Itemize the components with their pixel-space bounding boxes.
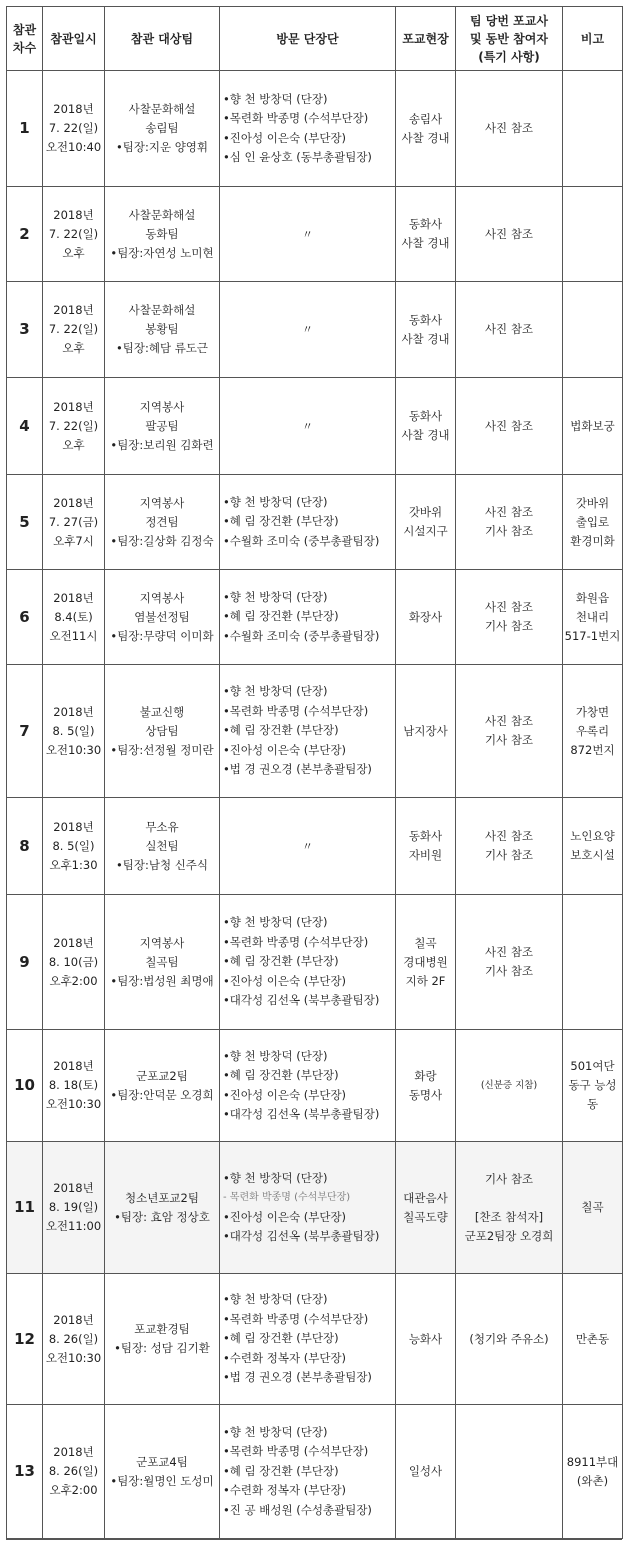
site-line: 사찰 경내 — [401, 236, 450, 250]
round-number: 8 — [7, 798, 43, 895]
delegation-member: 〃 — [302, 227, 313, 241]
note — [563, 1142, 623, 1274]
participants-remarks — [456, 895, 563, 1030]
team-line: •팀장:월명인 도성미 — [110, 1473, 214, 1488]
note-line: 517-1번지 — [564, 628, 621, 643]
note — [563, 187, 623, 282]
header-row — [7, 7, 623, 71]
date-line: 7. 22(일) — [48, 226, 99, 241]
date-line: 오전11시 — [49, 628, 98, 643]
site-line: 동화사 — [408, 217, 443, 231]
header-round: 참관 차수 — [7, 7, 43, 71]
delegation-member: •혜 림 장건환 (부단장) — [223, 954, 339, 969]
team-line: 사찰문화해설 — [128, 102, 196, 116]
note-line: 보호시설 — [570, 848, 615, 862]
delegation-member: •혜 림 장건환 (부단장) — [223, 609, 339, 624]
date-line: 오후2:00 — [49, 1483, 98, 1497]
visit-date — [43, 187, 105, 282]
team-line: •팀장:안덕문 오경희 — [110, 1087, 214, 1102]
site-line: 동명사 — [408, 1087, 443, 1102]
delegation-member: •목련화 박종명 (수석부단장) — [223, 111, 369, 125]
mission-site — [396, 570, 456, 665]
mission-site — [396, 1142, 456, 1274]
visit-date — [43, 1274, 105, 1405]
date-line: 2018년 — [53, 303, 94, 317]
date-line: 8. 26(일) — [48, 1331, 99, 1346]
visiting-delegation — [220, 895, 396, 1030]
mission-site — [396, 187, 456, 282]
header-team: 참관 대상팀 — [105, 7, 220, 71]
site-line: 갓바위 — [408, 505, 443, 519]
visit-date — [43, 71, 105, 187]
team-line: •팀장:보리원 김화련 — [110, 437, 214, 452]
delegation-member: •향 천 방창덕 (단장) — [223, 91, 328, 106]
visit-date — [43, 798, 105, 895]
table-row — [7, 1274, 623, 1405]
delegation-member: •진아성 이은숙 (부단장) — [223, 1209, 347, 1224]
header-site: 포교현장 — [396, 7, 456, 71]
site-line: 대관음사 — [403, 1190, 448, 1205]
delegation-member: •혜 림 장건환 (부단장) — [223, 1068, 339, 1082]
participants-remarks — [456, 475, 563, 570]
team-line: 지역봉사 — [139, 590, 185, 605]
site-line: 능화사 — [408, 1331, 443, 1346]
team-line: 포교환경팀 — [134, 1322, 190, 1336]
delegation-member: •향 천 방창덕 (단장) — [223, 1048, 328, 1063]
target-team — [105, 475, 220, 570]
delegation-member: •목련화 박종명 (수석부단장) — [223, 703, 369, 718]
round-number: 7 — [7, 665, 43, 798]
team-line: 동화팀 — [145, 226, 179, 241]
participant-line: 사진 참조 — [484, 600, 534, 614]
note — [563, 378, 623, 475]
visit-date — [43, 378, 105, 475]
team-line: •팀장:길상화 김정숙 — [110, 533, 214, 548]
visiting-delegation — [220, 378, 396, 475]
table-row — [7, 570, 623, 665]
site-line: 지하 2F — [405, 973, 446, 988]
delegation-member: •향 천 방창덕 (단장) — [223, 589, 328, 604]
target-team — [105, 378, 220, 475]
participants-remarks — [456, 378, 563, 475]
date-line: 2018년 — [53, 495, 94, 510]
visit-date — [43, 665, 105, 798]
header-date: 참관일시 — [43, 7, 105, 71]
delegation-member: •목련화 박종명 (수석부단장) — [223, 1311, 369, 1326]
participant-line — [456, 1189, 562, 1208]
participant-line: (청기와 주유소) — [469, 1331, 549, 1346]
date-line: 2018년 — [53, 1059, 94, 1073]
note-line: 법화보궁 — [570, 418, 615, 433]
date-line: 오후 — [62, 245, 85, 260]
participant-line: (신분증 지참) — [480, 1080, 538, 1091]
site-line: 칠곡 — [414, 935, 437, 950]
visiting-delegation — [220, 71, 396, 187]
visit-date — [43, 1142, 105, 1274]
delegation-member: •법 경 권오경 (본부총괄팀장) — [223, 1370, 372, 1385]
header-visit: 방문 단장단 — [220, 7, 396, 71]
participants-remarks — [456, 1274, 563, 1405]
note — [563, 1405, 623, 1539]
visiting-delegation — [220, 1142, 396, 1274]
note-line: 환경미화 — [570, 533, 615, 548]
participant-line: 사진 참조 — [484, 418, 534, 433]
date-line: 7. 22(일) — [48, 418, 99, 433]
target-team — [105, 282, 220, 378]
note-line: 갓바위 — [575, 495, 610, 510]
delegation-member: •향 천 방창덕 (단장) — [223, 494, 328, 509]
delegation-member: •혜 림 장건환 (부단장) — [223, 723, 339, 738]
team-line: 상담팀 — [145, 723, 179, 738]
target-team — [105, 1030, 220, 1142]
round-number: 11 — [7, 1142, 43, 1274]
visiting-delegation — [220, 570, 396, 665]
note — [563, 1274, 623, 1405]
participant-line: 기사 참조 — [484, 619, 534, 633]
date-line: 오후1:30 — [49, 857, 98, 872]
date-line: 8. 19(일) — [48, 1200, 99, 1214]
site-line: 일성사 — [408, 1464, 443, 1478]
participant-line: 사진 참조 — [484, 714, 534, 728]
note-line: 8911부대 — [566, 1454, 619, 1469]
team-line: •팀장:남청 신주식 — [115, 857, 209, 872]
delegation-member: 〃 — [302, 839, 313, 853]
note — [563, 570, 623, 665]
site-line: 남지장사 — [403, 723, 448, 738]
team-line: 지역봉사 — [139, 935, 185, 950]
site-line: 송림사 — [408, 111, 443, 126]
date-line: 2018년 — [53, 399, 94, 414]
note-line: 천내리 — [575, 609, 610, 624]
team-line: •팀장:자연성 노미현 — [110, 245, 214, 260]
delegation-member: •향 천 방창덕 (단장) — [223, 1170, 328, 1185]
table-row — [7, 71, 623, 187]
date-line: 7. 27(금) — [48, 514, 99, 529]
participant-line: 사진 참조 — [484, 121, 534, 135]
date-line: 2018년 — [53, 1181, 94, 1195]
delegation-member: •혜 림 장건환 (부단장) — [223, 1463, 339, 1478]
round-number: 10 — [7, 1030, 43, 1142]
target-team — [105, 187, 220, 282]
participants-remarks — [456, 282, 563, 378]
participant-line: [찬조 참석자] — [474, 1209, 544, 1224]
round-number: 5 — [7, 475, 43, 570]
table-row — [7, 665, 623, 798]
delegation-member: •법 경 권오경 (본부총괄팀장) — [223, 762, 372, 777]
table-row — [7, 1142, 623, 1274]
round-number: 2 — [7, 187, 43, 282]
team-line: 사찰문화해설 — [128, 207, 196, 222]
target-team — [105, 665, 220, 798]
date-line: 8.4(토) — [54, 609, 93, 624]
visiting-delegation — [220, 798, 396, 895]
team-line: 송림팀 — [145, 121, 179, 135]
visit-date — [43, 1030, 105, 1142]
participants-remarks — [456, 187, 563, 282]
date-line: 2018년 — [53, 207, 94, 222]
date-line: 오전10:30 — [45, 742, 102, 757]
participant-line: 기사 참조 — [484, 964, 534, 978]
round-number: 4 — [7, 378, 43, 475]
participants-remarks — [456, 1405, 563, 1539]
date-line: 8. 5(일) — [52, 838, 95, 853]
team-line: 정견팀 — [145, 514, 179, 529]
delegation-member: •향 천 방창덕 (단장) — [223, 1424, 328, 1439]
delegation-member: •진아성 이은숙 (부단장) — [223, 1087, 347, 1102]
delegation-member: •대각성 김선옥 (북부총괄팀장) — [223, 1107, 380, 1121]
date-line: 오후 — [62, 341, 85, 355]
team-line: •팀장:혜담 류도근 — [115, 341, 209, 355]
mission-site — [396, 798, 456, 895]
site-line: 동화사 — [408, 312, 443, 327]
delegation-member: 〃 — [302, 419, 313, 433]
visiting-delegation — [220, 1274, 396, 1405]
target-team — [105, 1142, 220, 1274]
mission-site — [396, 1274, 456, 1405]
delegation-member: •진 공 배성원 (수성총괄팀장) — [223, 1502, 372, 1517]
site-line: 사찰 경내 — [401, 428, 450, 442]
delegation-member: •향 천 방창덕 (단장) — [223, 915, 328, 930]
date-line: 오전11:00 — [45, 1219, 102, 1233]
team-line: 불교신행 — [139, 704, 185, 719]
participants-remarks — [456, 71, 563, 187]
date-line: 오후 — [62, 437, 85, 452]
participant-line: 사진 참조 — [484, 829, 534, 843]
visiting-delegation — [220, 1405, 396, 1539]
note — [563, 71, 623, 187]
delegation-member: 〃 — [302, 323, 313, 336]
note — [563, 798, 623, 895]
date-line: 오후2:00 — [49, 973, 98, 988]
date-line: 8. 10(금) — [48, 954, 99, 969]
team-line: •팀장:지운 양영휘 — [115, 140, 209, 154]
date-line: 8. 26(일) — [48, 1464, 99, 1478]
round-number: 1 — [7, 71, 43, 187]
participants-remarks — [456, 1030, 563, 1142]
delegation-member: •수월화 조미숙 (중부총괄팀장) — [223, 628, 380, 643]
participant-line: 군포2팀장 오경희 — [464, 1228, 554, 1243]
note-line: 가창면 — [575, 704, 610, 719]
visiting-delegation — [220, 187, 396, 282]
note-line: 화원읍 — [575, 590, 610, 605]
visit-date — [43, 1405, 105, 1539]
table-row — [7, 1030, 623, 1142]
delegation-member: - 목련화 박종명 (수석부단장) — [223, 1192, 351, 1203]
team-line: 염불선정팀 — [134, 609, 190, 624]
date-line: 7. 22(일) — [48, 121, 99, 135]
site-line: 동화사 — [408, 829, 443, 843]
mission-site — [396, 1405, 456, 1539]
note — [563, 665, 623, 798]
delegation-member: •심 인 윤상호 (동부총괄팀장) — [223, 150, 372, 164]
visit-date — [43, 282, 105, 378]
note — [563, 1030, 623, 1142]
site-line: 사찰 경내 — [401, 331, 450, 346]
team-line: •팀장:법성원 최명애 — [110, 973, 214, 988]
team-line: 팔공팀 — [145, 418, 179, 433]
header-participants: 팀 당번 포교사 및 동반 참여자 (특기 사항) — [456, 7, 563, 71]
visit-date — [43, 895, 105, 1030]
participant-line: 기사 참조 — [484, 733, 534, 747]
table-row — [7, 187, 623, 282]
mission-site — [396, 475, 456, 570]
delegation-member: •목련화 박종명 (수석부단장) — [223, 1444, 369, 1459]
delegation-member: •수월화 조미숙 (중부총괄팀장) — [223, 533, 380, 548]
visiting-delegation — [220, 665, 396, 798]
mission-site — [396, 71, 456, 187]
date-line: 오전10:30 — [45, 1350, 102, 1365]
table-row — [7, 378, 623, 475]
note-line: 출입로 — [575, 514, 610, 529]
delegation-member: •진아성 이은숙 (부단장) — [223, 973, 347, 988]
participant-line: 기사 참조 — [484, 524, 534, 538]
participant-line: 기사 참조 — [484, 1171, 534, 1186]
participant-line: 기사 참조 — [484, 848, 534, 862]
note-line: (와촌) — [576, 1473, 609, 1488]
date-line: 8. 5(일) — [52, 723, 95, 738]
team-line: •팀장:무량덕 이미화 — [110, 628, 214, 643]
participant-line: 사진 참조 — [484, 945, 534, 959]
delegation-member: •혜 림 장건환 (부단장) — [223, 514, 339, 529]
site-line: 자비원 — [408, 848, 443, 862]
note-line: 칠곡 — [581, 1200, 604, 1214]
schedule-table — [6, 6, 623, 1539]
date-line: 2018년 — [53, 704, 94, 719]
date-line: 2018년 — [53, 819, 94, 834]
delegation-member: •진아성 이은숙 (부단장) — [223, 130, 347, 145]
participants-remarks — [456, 570, 563, 665]
mission-site — [396, 895, 456, 1030]
team-line: 군포교2팀 — [136, 1068, 188, 1083]
site-line: 화장사 — [408, 609, 443, 624]
note-line: 우록리 — [575, 723, 610, 738]
delegation-member: •목련화 박종명 (수석부단장) — [223, 934, 369, 949]
table-bottom-border — [6, 1538, 622, 1540]
round-number: 13 — [7, 1405, 43, 1539]
note-line: 872번지 — [570, 742, 615, 757]
date-line: 8. 18(토) — [48, 1078, 99, 1092]
table-row — [7, 282, 623, 378]
mission-site — [396, 1030, 456, 1142]
date-line: 오후7시 — [53, 533, 94, 548]
participants-remarks — [456, 798, 563, 895]
site-line: 칠곡도량 — [403, 1209, 448, 1224]
date-line: 2018년 — [53, 102, 94, 116]
date-line: 2018년 — [53, 590, 94, 605]
target-team — [105, 570, 220, 665]
participant-line: 사진 참조 — [484, 226, 534, 241]
delegation-member: •대각성 김선옥 (북부총괄팀장) — [223, 993, 380, 1008]
visiting-delegation — [220, 282, 396, 378]
note-line: 501여단 — [570, 1059, 615, 1073]
visit-date — [43, 570, 105, 665]
team-line: •팀장: 효암 정상호 — [114, 1209, 210, 1224]
delegation-member: •대각성 김선옥 (북부총괄팀장) — [223, 1229, 380, 1243]
table-row — [7, 798, 623, 895]
date-line: 2018년 — [53, 1445, 94, 1459]
team-line: •팀장: 성담 김기환 — [114, 1341, 210, 1355]
target-team — [105, 71, 220, 187]
note-line: 노인요양 — [570, 829, 615, 843]
round-number: 3 — [7, 282, 43, 378]
visiting-delegation — [220, 1030, 396, 1142]
table-row — [7, 1405, 623, 1539]
mission-site — [396, 378, 456, 475]
visiting-delegation — [220, 475, 396, 570]
delegation-member: •수련화 정복자 (부단장) — [223, 1483, 347, 1498]
date-line: 오전10:30 — [45, 1097, 102, 1111]
team-line: 사찰문화해설 — [128, 303, 196, 317]
round-number: 9 — [7, 895, 43, 1030]
round-number: 6 — [7, 570, 43, 665]
note — [563, 895, 623, 1030]
team-line: 실천팀 — [145, 838, 179, 853]
site-line: 사찰 경내 — [401, 130, 450, 145]
team-line: 청소년포교2팀 — [125, 1190, 199, 1205]
delegation-member: •향 천 방창덕 (단장) — [223, 684, 328, 699]
visit-date — [43, 475, 105, 570]
note — [563, 282, 623, 378]
participants-remarks — [456, 665, 563, 798]
team-line: 지역봉사 — [139, 495, 185, 510]
delegation-member: •향 천 방창덕 (단장) — [223, 1292, 328, 1307]
participants-remarks — [456, 1142, 563, 1274]
team-line: •팀장:선정월 정미란 — [110, 742, 214, 757]
delegation-member: •진아성 이은숙 (부단장) — [223, 742, 347, 757]
target-team — [105, 895, 220, 1030]
team-line: 칠곡팀 — [145, 954, 179, 969]
team-line: 봉황팀 — [145, 322, 179, 336]
participant-line: 사진 참조 — [484, 322, 534, 336]
delegation-member: •혜 림 장건환 (부단장) — [223, 1331, 339, 1346]
delegation-member: •수련화 정복자 (부단장) — [223, 1350, 347, 1365]
site-line: 동화사 — [408, 409, 443, 423]
date-line: 2018년 — [53, 935, 94, 950]
mission-site — [396, 665, 456, 798]
participant-line: 사진 참조 — [484, 505, 534, 519]
mission-site — [396, 282, 456, 378]
table-row — [7, 475, 623, 570]
target-team — [105, 1274, 220, 1405]
date-line: 오전10:40 — [45, 140, 102, 154]
site-line: 경대병원 — [403, 954, 448, 969]
note-line: 동구 능성동 — [568, 1078, 617, 1111]
target-team — [105, 1405, 220, 1539]
note-line: 만촌동 — [575, 1331, 610, 1346]
target-team — [105, 798, 220, 895]
team-line: 지역봉사 — [139, 399, 185, 414]
table-row — [7, 895, 623, 1030]
date-line: 7. 22(일) — [48, 322, 99, 336]
note — [563, 475, 623, 570]
site-line: 시설지구 — [403, 524, 448, 538]
round-number: 12 — [7, 1274, 43, 1405]
date-line: 2018년 — [53, 1312, 94, 1327]
site-line: 화랑 — [414, 1068, 437, 1083]
header-note: 비고 — [563, 7, 623, 71]
team-line: 군포교4팀 — [136, 1454, 188, 1469]
team-line: 무소유 — [145, 819, 179, 834]
